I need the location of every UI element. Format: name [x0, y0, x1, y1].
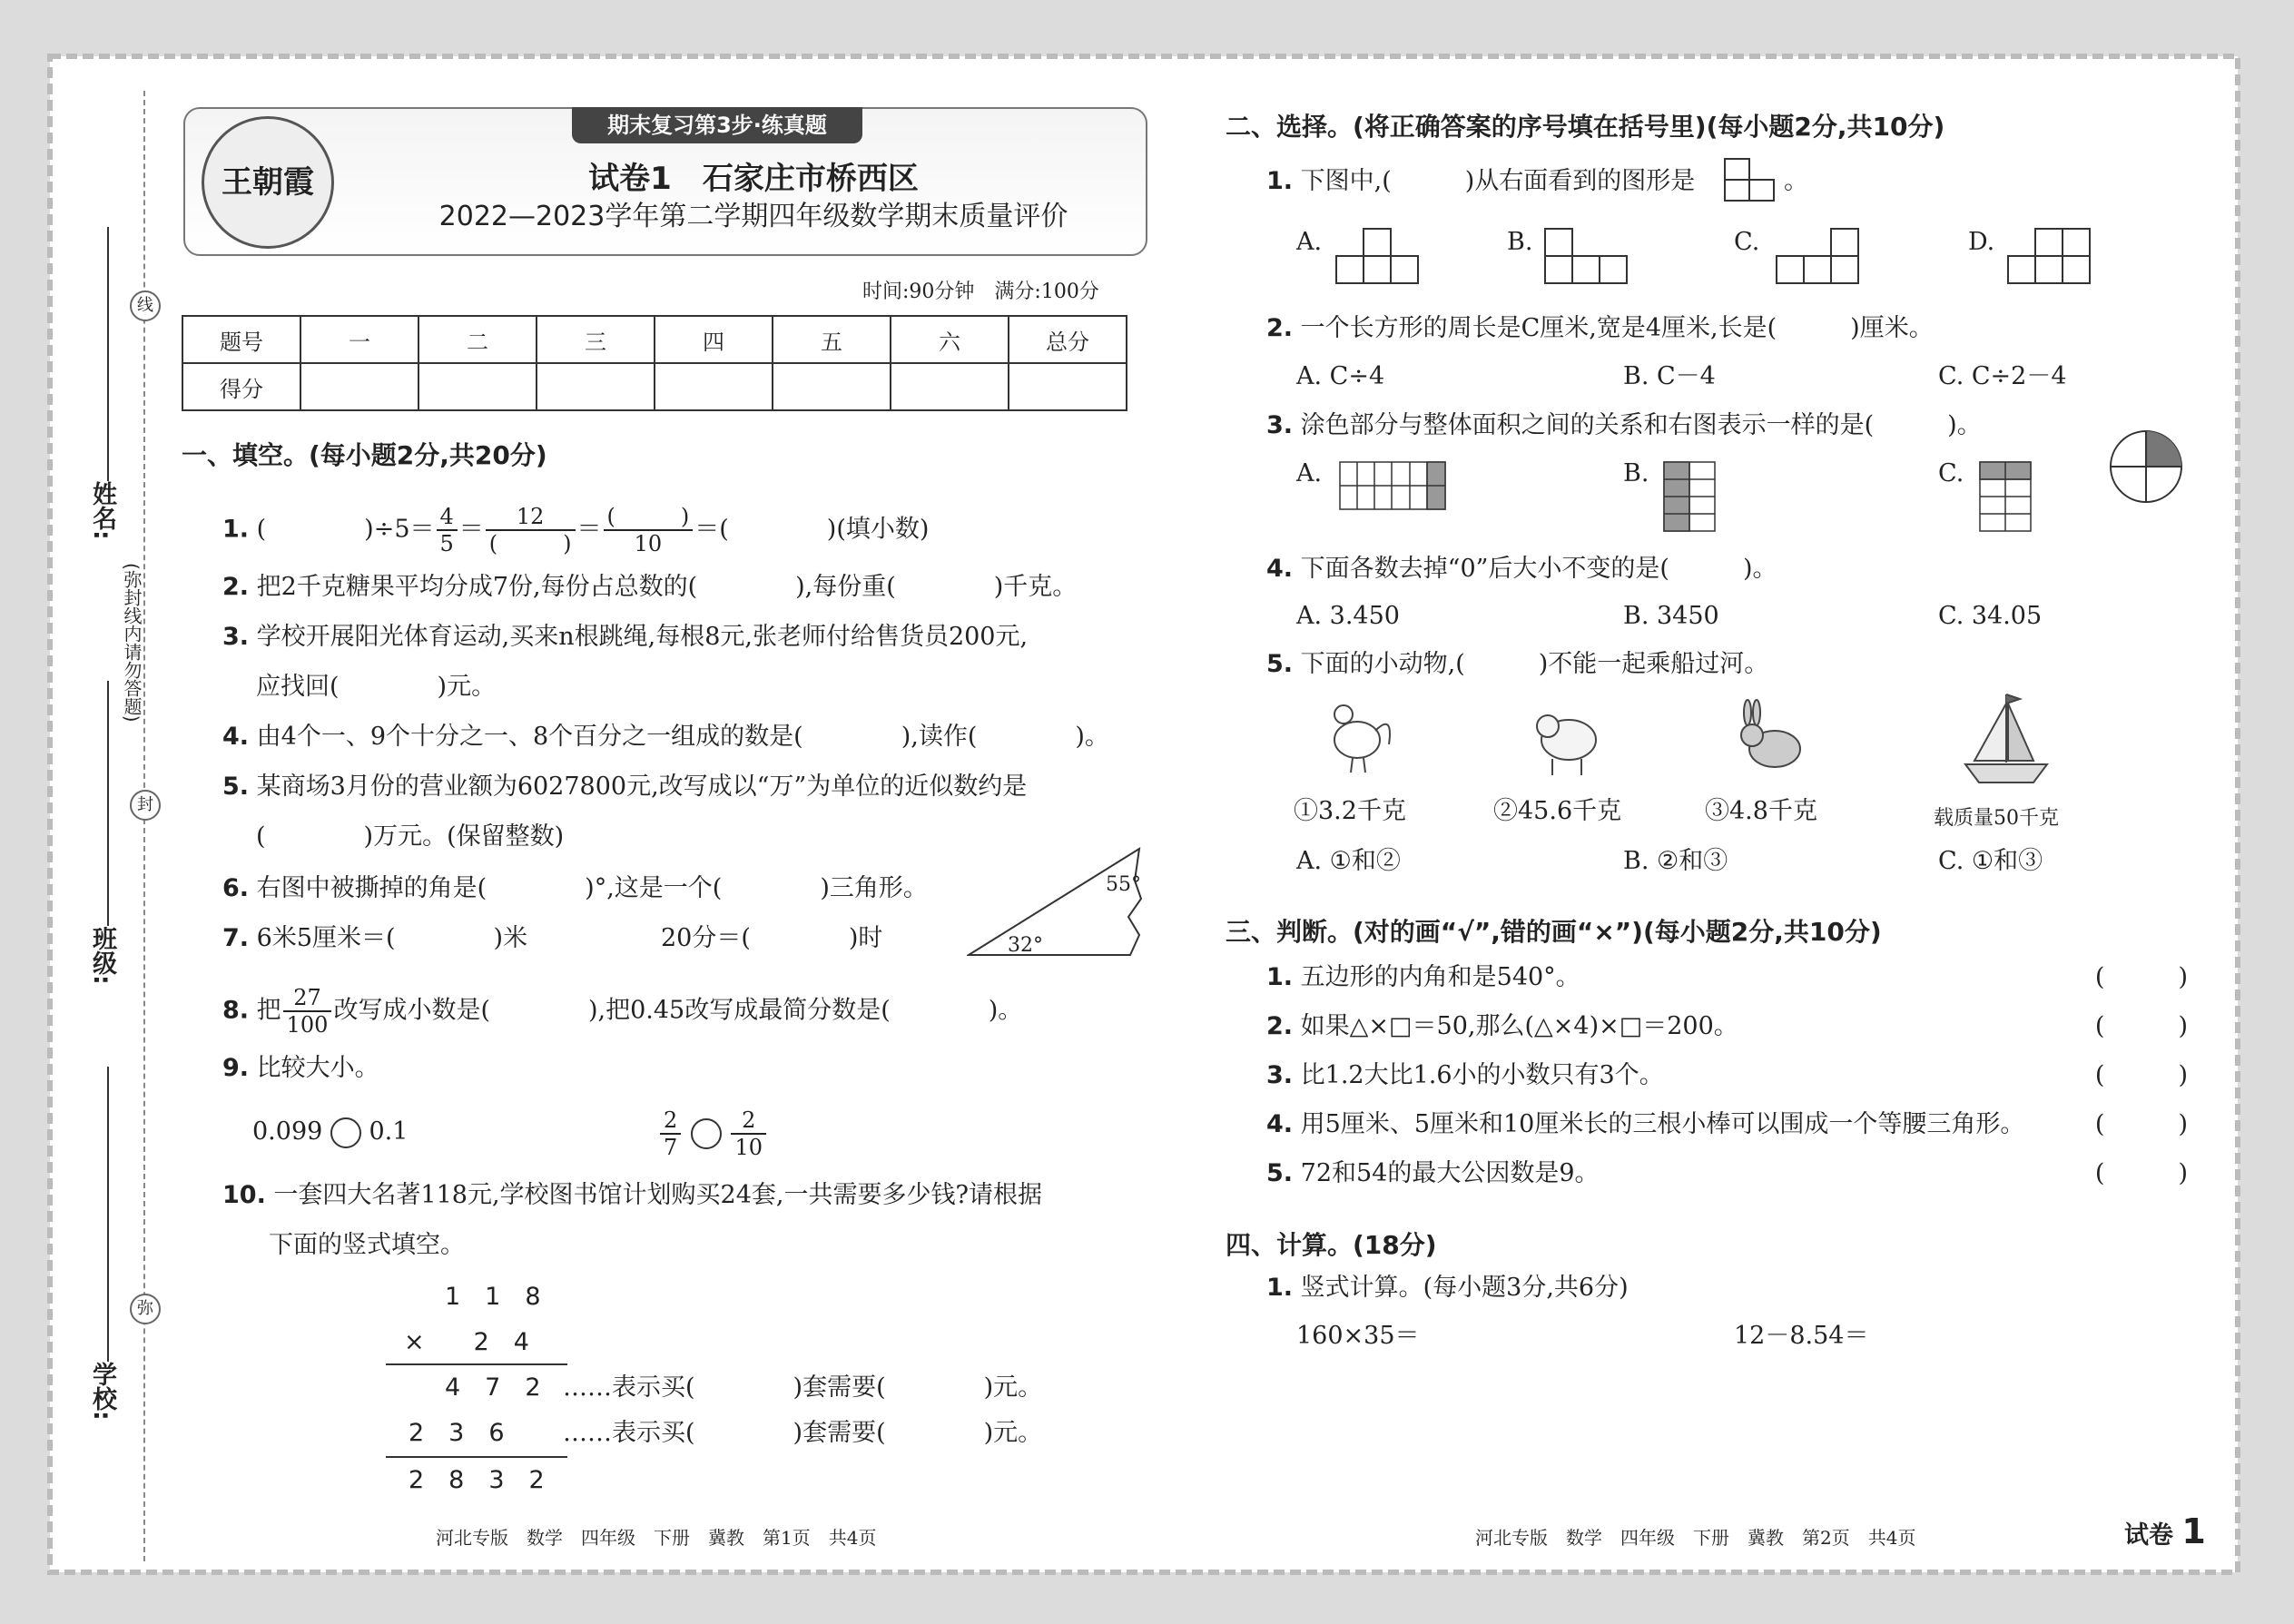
q2-5-opt-c: C. ①和③: [1938, 847, 2043, 875]
q2-4: 4. 下面各数去掉“0”后大小不变的是( )。: [1266, 555, 1777, 583]
q1-3: 3. 学校开展阳光体育运动,买来n根跳绳,每根8元,张老师付给售货员200元,: [222, 623, 1029, 651]
compare-1: 0.099 0.1: [252, 1117, 408, 1148]
score-head-1: 一: [300, 316, 418, 363]
section-2-title: 二、选择。(将正确答案的序号填在括号里)(每小题2分,共10分): [1226, 112, 1945, 142]
score-cell[interactable]: [891, 363, 1009, 410]
exam-subtitle: 2022—2023学年第二学期四年级数学期末质量评价: [438, 201, 1068, 232]
judge-2: 2. 如果△×□＝50,那么(△×4)×□＝200。: [1266, 1012, 1738, 1040]
judge-3-paren[interactable]: ( ): [2094, 1061, 2188, 1089]
sheep-icon: [1525, 699, 1607, 781]
angle-32: 32°: [1008, 934, 1043, 957]
q2-1-opt-a: A.: [1296, 228, 1323, 256]
score-row-label: 得分: [182, 363, 300, 410]
judge-1: 1. 五边形的内角和是540°。: [1266, 963, 1580, 991]
judge-5: 5. 72和54的最大公因数是9。: [1266, 1159, 1600, 1187]
q1-5-line2: ( )万元。(保留整数): [256, 822, 565, 851]
cube-figure-d: [2006, 227, 2097, 290]
header-banner: 期末复习第3步·练真题: [572, 107, 862, 143]
time-info: 时间:90分钟 满分:100分: [862, 281, 1099, 303]
score-head-7: 总分: [1009, 316, 1127, 363]
school-label: 学校:: [88, 1362, 116, 1421]
wavy-border: [32, 38, 2256, 1590]
q2-1: 1. 下图中,( )从右面看到的图形是: [1266, 167, 1696, 195]
vert-note-4: ……表示买( )套需要( )元。: [563, 1419, 1043, 1447]
score-head-5: 五: [773, 316, 891, 363]
calc-1: 1. 竖式计算。(每小题3分,共6分): [1266, 1274, 1629, 1302]
q2-4-opt-c: C. 34.05: [1938, 602, 2043, 630]
q2-1-opt-c: C.: [1734, 228, 1760, 256]
q2-5-opt-a: A. ①和②: [1296, 847, 1401, 875]
calc-expr-2: 12－8.54＝: [1734, 1322, 1869, 1350]
vert-row-1: 1 1 8: [445, 1283, 541, 1311]
q1-6: 6. 右图中被撕掉的角是( )°,这是一个( )三角形。: [222, 874, 928, 902]
score-cell[interactable]: [300, 363, 418, 410]
judge-1-paren[interactable]: ( ): [2094, 963, 2188, 991]
score-cell[interactable]: [655, 363, 773, 410]
q2-5: 5. 下面的小动物,( )不能一起乘船过河。: [1266, 650, 1769, 678]
score-head-6: 六: [891, 316, 1009, 363]
q1-7b: 20分＝( )时: [661, 924, 883, 952]
q2-3-opt-a: A.: [1296, 459, 1323, 487]
side-view-figure: [1723, 157, 1777, 202]
vert-line-1: [386, 1363, 567, 1365]
q1-4: 4. 由4个一、9个十分之一、8个百分之一组成的数是( ),读作( )。: [222, 723, 1109, 751]
footer-left: 河北专版 数学 四年级 下册 冀教 第1页 共4页: [436, 1527, 877, 1549]
judge-5-paren[interactable]: ( ): [2094, 1159, 2188, 1187]
exam-title: 试卷1 石家庄市桥西区: [588, 161, 919, 197]
score-cell[interactable]: [418, 363, 537, 410]
score-head-3: 三: [537, 316, 655, 363]
score-head-2: 二: [418, 316, 537, 363]
q1-3-line2: 应找回( )元。: [256, 673, 497, 701]
paper-tag: 试卷 1: [2124, 1511, 2206, 1551]
judge-3: 3. 比1.2大比1.6小的小数只有3个。: [1266, 1061, 1664, 1089]
q2-2-opt-a: A. C÷4: [1296, 362, 1385, 390]
torn-triangle: [967, 844, 1148, 962]
q1-5: 5. 某商场3月份的营业额为6027800元,改写成以“万”为单位的近似数约是: [222, 773, 1028, 801]
cube-figure-c: [1775, 227, 1866, 290]
section-1-title: 一、填空。(每小题2分,共20分): [182, 440, 547, 470]
school-field[interactable]: [107, 1067, 109, 1362]
vert-row-2: × 2 4: [404, 1328, 529, 1356]
score-head-4: 四: [655, 316, 773, 363]
judge-2-paren[interactable]: ( ): [2094, 1012, 2188, 1040]
score-cell[interactable]: [773, 363, 891, 410]
score-table: [182, 315, 1127, 411]
animal-2: ②45.6千克: [1493, 797, 1622, 825]
rooster-icon: [1316, 694, 1398, 776]
q2-1-end: 。: [1784, 167, 1808, 195]
judge-4-paren[interactable]: ( ): [2094, 1110, 2188, 1138]
class-label: 班级:: [88, 926, 116, 985]
score-cell[interactable]: [537, 363, 655, 410]
q2-2-opt-b: B. C－4: [1623, 362, 1716, 390]
q2-2: 2. 一个长方形的周长是C厘米,宽是4厘米,长是( )厘米。: [1266, 314, 1934, 342]
seal-mark-line: 线: [130, 290, 161, 321]
judge-4: 4. 用5厘米、5厘米和10厘米长的三根小棒可以围成一个等腰三角形。: [1266, 1110, 2025, 1138]
q2-3-opt-c: C.: [1938, 459, 1964, 487]
q1-1: 1. ( )÷5＝ $\frac{4}{5}$ ＝ $\frac{12}{( )}$ ＝ $\frac{( )}{10}$ ＝( )(填小数): [222, 504, 930, 556]
vert-row-3: 4 7 2: [445, 1373, 541, 1402]
class-field[interactable]: [107, 681, 109, 926]
vert-line-2: [386, 1456, 567, 1458]
reference-circle: [2108, 428, 2184, 505]
animal-3: ③4.8千克: [1705, 797, 1817, 825]
angle-55: 55°: [1106, 873, 1141, 896]
score-head-0: 题号: [182, 316, 300, 363]
q1-10-line2: 下面的竖式填空。: [269, 1231, 465, 1259]
grid-c: [1979, 461, 2033, 534]
seal-mark-mi: 弥: [130, 1294, 161, 1324]
vert-note-3: ……表示买( )套需要( )元。: [563, 1373, 1043, 1402]
vert-row-5: 2 8 3 2: [409, 1466, 545, 1494]
logo-seal: 王朝霞: [202, 116, 334, 249]
vert-row-4: 2 3 6: [409, 1419, 505, 1447]
rabbit-icon: [1729, 699, 1811, 781]
q2-5-opt-b: B. ②和③: [1623, 847, 1728, 875]
q2-3: 3. 涂色部分与整体面积之间的关系和右图表示一样的是( )。: [1266, 411, 1982, 439]
grid-a: [1339, 461, 1448, 512]
q2-4-opt-b: B. 3450: [1623, 602, 1719, 630]
q2-2-opt-c: C. C÷2－4: [1938, 362, 2067, 390]
grid-b: [1663, 461, 1718, 534]
score-cell[interactable]: [1009, 363, 1127, 410]
boat-icon: [1961, 690, 2052, 790]
q1-9: 9. 比较大小。: [222, 1054, 379, 1082]
seal-note: (弥封线内请勿答题): [121, 563, 143, 723]
animal-1: ①3.2千克: [1294, 797, 1406, 825]
q2-1-opt-d: D.: [1968, 228, 1995, 256]
q2-1-opt-b: B.: [1507, 228, 1533, 256]
cube-figure-a: [1334, 227, 1425, 290]
calc-expr-1: 160×35＝: [1296, 1322, 1420, 1350]
q2-4-opt-a: A. 3.450: [1296, 602, 1400, 630]
boat-capacity: 载质量50千克: [1934, 807, 2059, 830]
q1-7: 7. 6米5厘米＝( )米: [222, 924, 528, 952]
footer-right: 河北专版 数学 四年级 下册 冀教 第2页 共4页: [1475, 1527, 1916, 1549]
q2-3-opt-b: B.: [1623, 459, 1649, 487]
cube-figure-b: [1543, 227, 1634, 290]
q1-8: 8. 把 $\frac{27}{100}$ 改写成小数是( ),把0.45改写成最简分数是( )。: [222, 985, 1023, 1038]
exam-sheet: [50, 56, 2238, 1572]
section-3-title: 三、判断。(对的画“√”,错的画“×”)(每小题2分,共10分): [1226, 917, 1882, 947]
name-field[interactable]: [107, 227, 109, 481]
section-4-title: 四、计算。(18分): [1226, 1230, 1437, 1260]
compare-2: $\frac{2}{7}$ $\frac{2}{10}$: [658, 1107, 768, 1160]
q1-2: 2. 把2千克糖果平均分成7份,每份占总数的( ),每份重( )千克。: [222, 573, 1078, 601]
seal-mark-seal: 封: [130, 790, 161, 821]
q1-10: 10. 一套四大名著118元,学校图书馆计划购买24套,一共需要多少钱?请根据: [222, 1181, 1042, 1209]
name-label: 姓名:: [88, 481, 116, 540]
